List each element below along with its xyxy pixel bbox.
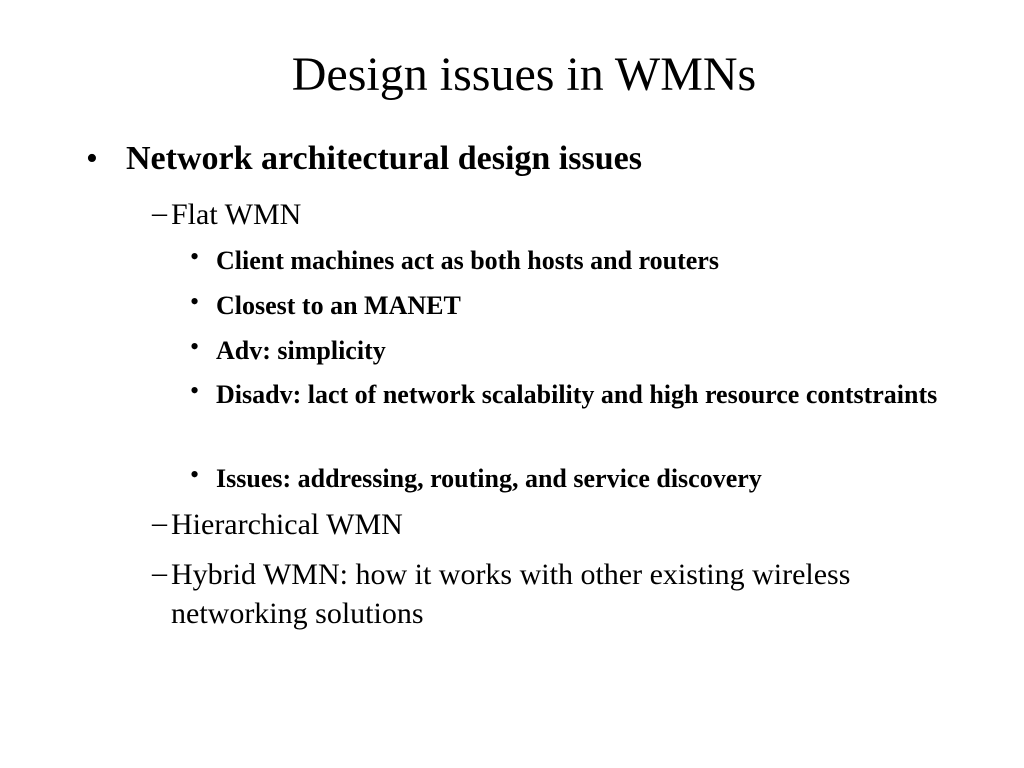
sub-sub-bullet-text: Disadv: lact of network scalability and high resource contstraints (216, 380, 938, 409)
bullet-text: Network architectural design issues (126, 140, 642, 177)
sub-bullet-text: Flat WMN (171, 198, 302, 231)
sub-sub-bullet-text: Closest to an MANET (216, 291, 461, 320)
sub-bullet-text: Hierarchical WMN (171, 508, 403, 541)
bullet-marker: • (190, 242, 200, 271)
sub-sub-bullet-text: Client machines act as both hosts and routers (216, 246, 719, 275)
dash-marker: – (152, 556, 167, 589)
dash-marker: – (152, 196, 167, 229)
bullet-marker: • (190, 460, 200, 489)
bullet-marker: • (190, 332, 200, 361)
sub-sub-bullet-text: Adv: simplicity (216, 336, 386, 365)
dash-marker: – (152, 506, 167, 539)
bullet-marker: • (86, 140, 98, 177)
sub-bullet-text: Hybrid WMN: how it works with other existing wireless networking solutions (171, 558, 851, 630)
bullet-marker: • (190, 376, 200, 405)
slide-title: Design issues in WMNs (291, 48, 757, 101)
sub-sub-bullet-text: Issues: addressing, routing, and service discovery (216, 464, 762, 493)
bullet-marker: • (190, 287, 200, 316)
